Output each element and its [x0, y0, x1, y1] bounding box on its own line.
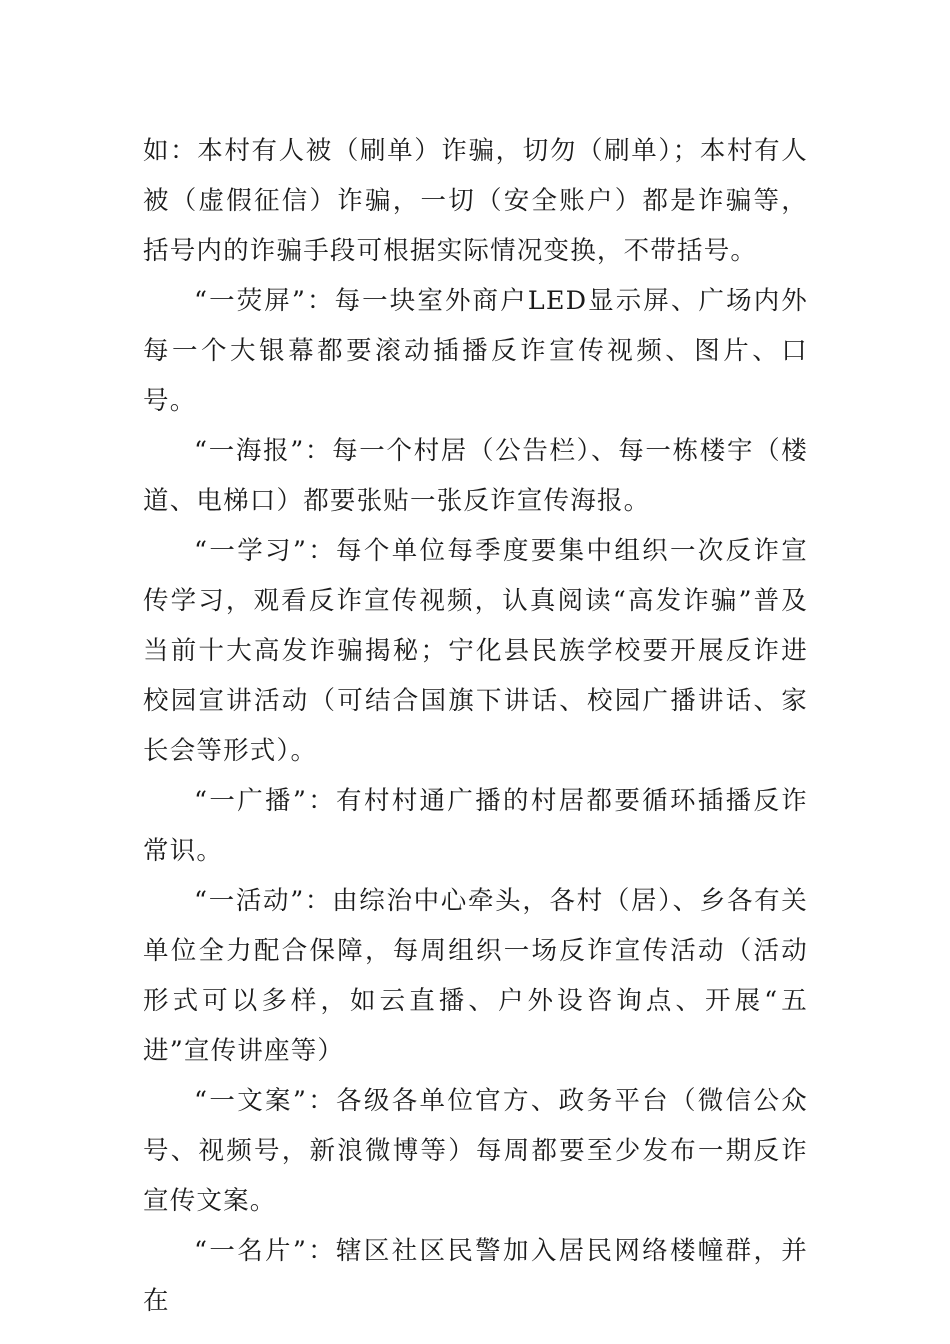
paragraph-poster: “一海报”：每一个村居（公告栏）、每一栋楼宇（楼道、电梯口）都要张贴一张反诈宣传海报。 [143, 436, 808, 516]
paragraph-study: “一学习”：每个单位每季度要集中组织一次反诈宣传学习，观看反诈宣传视频，认真阅读“高发诈骗”普及当前十大高发诈骗揭秘；宁化县民族学校要开展反诈进校园宣讲活动（可结合国旗下讲话、校园广播讲话、家长会等形式）。 [143, 536, 808, 766]
paragraph-copywriting: “一文案”：各级各单位官方、政务平台（微信公众号、视频号，新浪微博等）每周都要至少发布一期反诈宣传文案。 [143, 1086, 808, 1216]
document-body [143, 126, 808, 1326]
paragraph-activity: “一活动”：由综治中心牵头，各村（居）、乡各有关单位全力配合保障，每周组织一场反诈宣传活动（活动形式可以多样，如云直播、户外设咨询点、开展“五进”宣传讲座等） [143, 886, 808, 1066]
paragraph-broadcast: “一广播”：有村村通广播的村居都要循环插播反诈常识。 [143, 786, 808, 866]
paragraph-intro-example: 如：本村有人被（刷单）诈骗，切勿（刷单）；本村有人被（虚假征信）诈骗，一切（安全账户）都是诈骗等，括号内的诈骗手段可根据实际情况变换，不带括号。 [143, 136, 808, 266]
paragraph-screen: “一荧屏”：每一块室外商户LED显示屏、广场内外每一个大银幕都要滚动插播反诈宣传视频、图片、口号。 [143, 286, 808, 416]
paragraph-namecard: “一名片”：辖区社区民警加入居民网络楼幢群，并在 [143, 1236, 808, 1316]
